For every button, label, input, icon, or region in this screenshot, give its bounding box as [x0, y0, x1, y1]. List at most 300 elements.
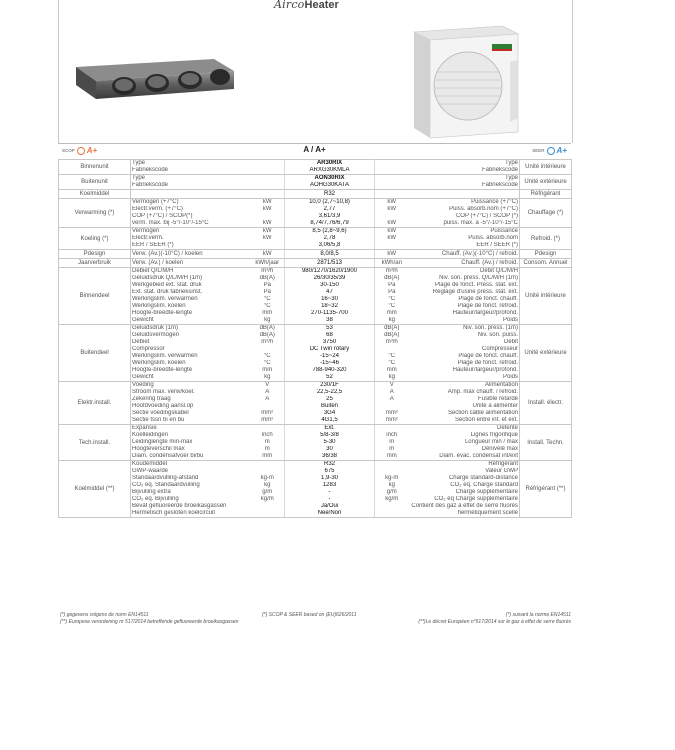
unit-fr	[375, 346, 409, 353]
unit-nl: mm	[262, 310, 273, 316]
unit-nl: kg	[251, 374, 285, 382]
group-label: Pdesign	[59, 250, 131, 259]
unit-fr: kg	[388, 482, 395, 488]
unit-nl: kW	[251, 250, 285, 259]
unit-nl	[251, 182, 285, 190]
group-label: Buitendeel	[59, 325, 131, 382]
unit-fr	[375, 425, 409, 433]
spec-row	[59, 496, 572, 503]
label-nl: Geluidsdruk Q/L/M/H (1m)	[131, 275, 251, 282]
unit-fr: kW	[375, 199, 409, 207]
spec-value: 22,5-22,5	[285, 389, 375, 396]
label-nl: Type	[131, 160, 251, 168]
unit-nl	[251, 213, 285, 220]
label-nl: Electr.verm.	[131, 235, 251, 242]
label-nl: Verw. (Av.)(-10°C) / koelen	[131, 250, 251, 259]
label-nl: Fabriekscode	[131, 167, 251, 175]
label-fr: Plage de fonct. refroid.	[457, 303, 518, 309]
label-nl: Koudemiddel	[131, 461, 251, 469]
label-fr: Détente	[409, 425, 520, 433]
unit-nl	[251, 160, 285, 168]
label-fr: Longueur min / max	[464, 439, 518, 445]
spec-value: 10,0 (2,7~10,8)	[285, 199, 375, 207]
spec-value: -15~24	[285, 353, 375, 360]
label-nl: Werkingslim. verwarmen	[131, 296, 251, 303]
spec-value: 52	[285, 374, 375, 382]
spec-value: DC Twin rotary	[285, 346, 375, 353]
spec-value: Nee/Non	[285, 510, 375, 518]
unit-fr: °C	[388, 296, 396, 302]
spec-row	[59, 439, 572, 446]
unit-fr	[375, 510, 409, 518]
label-fr: Dénivelé max	[481, 446, 518, 452]
spec-row	[59, 289, 572, 296]
label-nl: Bijvulling extra	[131, 489, 251, 496]
spec-row	[59, 282, 572, 289]
group-label-fr: Réfrigérant	[520, 190, 572, 199]
unit-fr: kg-m	[385, 475, 399, 481]
label-nl: Geluidsvermogen	[131, 332, 251, 339]
spec-value: -15~46	[285, 360, 375, 367]
label-fr: Charge supplémentaire	[455, 489, 518, 495]
spec-row	[59, 489, 572, 496]
unit-fr	[375, 213, 409, 220]
label-nl: Type	[131, 175, 251, 183]
spec-row	[59, 475, 572, 482]
spec-value: -	[285, 489, 375, 496]
spec-value: 980/1270/1620/1900	[285, 268, 375, 276]
label-fr: Poids	[409, 374, 520, 382]
unit-fr: mm	[386, 310, 397, 316]
label-nl: Bevat gefluoreerde broeikasgassen	[131, 503, 251, 510]
unit-nl: °C	[263, 303, 271, 309]
spec-value: 36/38	[285, 453, 375, 461]
label-nl: Hoogte-breedte-lengte	[131, 367, 251, 374]
group-label: Koelmiddel (**)	[59, 461, 131, 518]
unit-nl: dB(A)	[259, 332, 275, 338]
label-nl: Gewicht	[131, 317, 251, 325]
spec-value: 1283	[285, 482, 375, 489]
label-nl: Zekering traag	[131, 396, 251, 403]
unit-fr	[375, 182, 409, 190]
label-nl: COP (+7°C) / SCOP(*)	[131, 213, 251, 220]
unit-fr: m	[389, 439, 395, 445]
label-fr: CO₂ eq Charge supplémentaire	[434, 496, 518, 502]
spec-value: 3,61/3,9	[285, 213, 375, 220]
label-fr: hermétiquement scellé	[409, 510, 520, 518]
unit-fr: g/m	[386, 489, 397, 495]
spec-value: 3750	[285, 339, 375, 346]
label-nl: verm. max. bij -5°/-10°/-15°C	[131, 220, 251, 228]
label-nl: CO₂ eq. Bijvulling	[131, 496, 251, 503]
spec-row	[59, 425, 572, 433]
label-nl: CO₂ eq. Standaardvulling	[131, 482, 251, 489]
unit-nl: kg	[251, 317, 285, 325]
label-fr: Puiss. absorb.nom	[468, 235, 518, 241]
unit-nl: A	[265, 389, 270, 395]
spec-row	[59, 367, 572, 374]
unit-fr	[375, 160, 409, 168]
spec-value: 68	[285, 332, 375, 339]
unit-fr: inch	[386, 432, 398, 438]
label-nl: Vermogen (+7°C)	[131, 199, 251, 207]
unit-nl	[251, 242, 285, 250]
label-fr: Fusible retardé	[477, 396, 518, 402]
label-nl: EER / SEER (*)	[131, 242, 251, 250]
spec-value: 2,77	[285, 206, 375, 213]
label-fr: Niv. son. press. Q/L/M/H (1m)	[439, 275, 518, 281]
label-fr: Réglage d'usine press. stat. ext.	[432, 289, 518, 295]
unit-nl: kW	[251, 199, 285, 207]
spec-value: AOHG30KATA	[285, 182, 375, 190]
label-fr: Lignes frigorifique	[470, 432, 518, 438]
unit-nl: kW	[262, 235, 272, 241]
seer-icon	[547, 147, 555, 155]
label-nl: Werkgebied ext. stat. druk	[131, 282, 251, 289]
spec-value: 30	[285, 446, 375, 453]
unit-fr: A	[389, 396, 394, 402]
label-nl: Gewicht	[131, 374, 251, 382]
unit-nl: Pa	[263, 289, 271, 295]
spec-row	[59, 259, 572, 268]
footnote-fr-1: (*) suivant la norme EN14511	[505, 612, 571, 618]
unit-fr: m³/h	[375, 268, 409, 276]
label-fr: Fabriekscode	[409, 167, 520, 175]
unit-nl: m	[264, 446, 270, 452]
group-label-fr: Chauffage (*)	[520, 199, 572, 228]
label-fr: CO₂ eq. Charge standard	[450, 482, 518, 488]
label-fr: Section câble alimentation	[447, 410, 518, 416]
group-label: Tech.install.	[59, 425, 131, 461]
spec-row	[59, 296, 572, 303]
group-label: Jaarverbruik	[59, 259, 131, 268]
spec-value: -	[285, 496, 375, 503]
spec-value: 16~30	[285, 296, 375, 303]
unit-fr: kW	[375, 250, 409, 259]
unit-nl: Pa	[263, 282, 271, 288]
spec-value: AR30RIX	[285, 160, 375, 168]
spec-value: Ja/Oui	[285, 503, 375, 510]
spec-row	[59, 332, 572, 339]
group-label: Koeling (*)	[59, 228, 131, 250]
label-fr: COP (+7°C) / SCOP (*)	[455, 213, 518, 219]
group-label-fr: Refroid. (*)	[520, 228, 572, 250]
label-nl: Werkingslim. koelen	[131, 303, 251, 310]
unit-nl	[251, 510, 285, 518]
unit-nl: kW	[251, 228, 285, 236]
scop-rating: A+	[86, 146, 98, 155]
scop-label: SCOP	[62, 148, 75, 153]
unit-nl	[251, 346, 285, 353]
unit-nl: kg-m	[260, 475, 274, 481]
unit-nl	[251, 425, 285, 433]
energy-label-row	[58, 143, 571, 160]
spec-value: 3,06/5,8	[285, 242, 375, 250]
spec-row	[59, 213, 572, 220]
unit-nl: m³/h	[261, 339, 274, 345]
spec-value: 18~32	[285, 303, 375, 310]
unit-fr	[375, 167, 409, 175]
unit-fr: kg	[375, 317, 409, 325]
spec-row	[59, 353, 572, 360]
label-nl: Electr.verm. (+7°C)	[131, 206, 251, 213]
spec-row	[59, 482, 572, 489]
group-label-fr: Install. Techn.	[520, 425, 572, 461]
label-nl: Verw. (Av.) / koelen	[131, 259, 251, 268]
spec-row	[59, 403, 572, 410]
spec-value: 788-940-320	[285, 367, 375, 374]
label-fr: Débit	[503, 339, 518, 345]
unit-nl: dB(A)	[251, 325, 285, 333]
unit-nl	[251, 468, 285, 475]
label-nl: Debiet	[131, 339, 251, 346]
spec-value: 675	[285, 468, 375, 475]
unit-nl: °C	[263, 296, 271, 302]
spec-row	[59, 410, 572, 417]
spec-row	[59, 310, 572, 317]
brand-logo	[274, 0, 339, 11]
spec-row	[59, 175, 572, 183]
label-nl: Fabriekscode	[131, 182, 251, 190]
label-fr: Niv. son. press. (1m)	[409, 325, 520, 333]
spec-row	[59, 167, 572, 175]
group-label-fr: Unité intérieure	[520, 268, 572, 325]
label-fr: Contient des gaz à effet de serre fluorés	[411, 503, 518, 509]
unit-fr: kW	[387, 206, 397, 212]
group-label-fr: Consom. Annuel	[520, 259, 572, 268]
label-fr: Fabriekscode	[409, 182, 520, 190]
unit-fr: mm	[386, 367, 397, 373]
spec-value: 8,0/8,5	[285, 250, 375, 259]
spec-value: 230/1F	[285, 382, 375, 390]
spec-row	[59, 182, 572, 190]
group-label: Binnenunit	[59, 160, 131, 175]
label-nl: Diam. condensafvoer bi/bu	[131, 453, 251, 461]
group-label-fr: Réfrigérant (**)	[520, 461, 572, 518]
label-nl: Sectie tssn bi en bu	[131, 417, 251, 425]
label-nl: Hoogte-breedte-lengte	[131, 310, 251, 317]
group-label: Binnendeel	[59, 268, 131, 325]
spec-value: 2,78	[285, 235, 375, 242]
spec-row	[59, 325, 572, 333]
label-fr: Plage de fonct. chauff.	[458, 296, 518, 302]
unit-fr	[375, 190, 409, 199]
label-nl: Debiet Q/L/M/H	[131, 268, 251, 276]
spec-row	[59, 468, 572, 475]
group-label-fr: Install. électr.	[520, 382, 572, 425]
spec-row	[59, 382, 572, 390]
unit-nl: V	[251, 382, 285, 390]
spec-value: 270-1135-700	[285, 310, 375, 317]
spec-value: 26/30/35/39	[285, 275, 375, 282]
spec-row	[59, 360, 572, 367]
label-fr: Section entre int. et ext.	[409, 417, 520, 425]
spec-value: Buiten	[285, 403, 375, 410]
unit-fr: kWh/an	[375, 259, 409, 268]
label-nl: Werkingslim. verwarmen	[131, 353, 251, 360]
footnote-fr-2: (**)Le décret Européen n°517/2014 sur le gaz à effet de serre fluorés	[418, 619, 571, 625]
spec-row	[59, 250, 572, 259]
unit-nl: m³/h	[251, 268, 285, 276]
footnote-nl-1: (*) gegevens volgens de norm EN14511	[60, 612, 149, 618]
label-nl: Vermogen	[131, 228, 251, 236]
label-nl: Geluidsdruk (1m)	[131, 325, 251, 333]
unit-nl: kWh/jaar	[251, 259, 285, 268]
spec-table	[58, 159, 572, 518]
unit-fr	[375, 468, 409, 475]
unit-nl	[251, 175, 285, 183]
outdoor-unit-image	[410, 22, 522, 140]
group-label: Elektr.install.	[59, 382, 131, 425]
spec-row	[59, 220, 572, 228]
spec-value: 38	[285, 317, 375, 325]
spec-row	[59, 432, 572, 439]
unit-nl: kW	[262, 206, 272, 212]
unit-fr	[375, 242, 409, 250]
label-fr: Charge standard-distance	[448, 475, 518, 481]
spec-value: R32	[285, 461, 375, 469]
unit-fr: °C	[388, 353, 396, 359]
indoor-unit-image	[74, 55, 236, 100]
spec-value: 1,9-30	[285, 475, 375, 482]
group-label: Koelmiddel	[59, 190, 131, 199]
label-fr: Débit Q/L/M/H	[409, 268, 520, 276]
label-nl: Ext. stat. druk fabrieksinst.	[131, 289, 251, 296]
unit-fr	[375, 175, 409, 183]
spec-value: ARXG30KMLA	[285, 167, 375, 175]
label-nl	[131, 190, 251, 199]
spec-row	[59, 275, 572, 282]
spec-row	[59, 503, 572, 510]
label-fr: Puissance	[409, 228, 520, 236]
label-fr: Plage de fonct. chauff.	[458, 353, 518, 359]
unit-fr: m³/h	[385, 339, 398, 345]
spec-value: 30-150	[285, 282, 375, 289]
spec-value: 5/8-3/8	[285, 432, 375, 439]
group-label-fr: Unité extérieure	[520, 325, 572, 382]
spec-row	[59, 228, 572, 236]
spec-value: Ext.	[285, 425, 375, 433]
label-nl: Sectie voedingskabel	[131, 410, 251, 417]
label-fr: Valeur GWP	[485, 468, 518, 474]
spec-row	[59, 374, 572, 382]
label-nl: Koelleidingen	[131, 432, 251, 439]
spec-row	[59, 190, 572, 199]
label-fr: puiss. max. à -5°/-10°/-15°C	[409, 220, 520, 228]
label-fr: Compresseur	[481, 346, 518, 352]
label-fr: Plage de fonct. Press. stat. ext.	[434, 282, 518, 288]
unit-fr	[375, 503, 409, 510]
unit-fr: kg/m	[385, 496, 399, 502]
unit-fr: Pa	[388, 289, 396, 295]
group-label: Buitenunit	[59, 175, 131, 190]
label-nl: Stroom max. verw/koel.	[131, 389, 251, 396]
spec-row	[59, 317, 572, 325]
group-label-fr: Unité intérieure	[520, 160, 572, 175]
label-nl: Voeding	[131, 382, 251, 390]
spec-row	[59, 206, 572, 213]
spec-value: AON30RIX	[285, 175, 375, 183]
spec-row	[59, 268, 572, 276]
seer-rating: A+	[556, 146, 567, 155]
unit-fr: °C	[388, 360, 396, 366]
spec-row	[59, 389, 572, 396]
spec-row	[59, 199, 572, 207]
unit-fr: mm²	[385, 410, 398, 416]
footnote-scop-seer: (*) SCOP & SEER based on (EU)626/2011	[262, 612, 357, 618]
label-fr: Hauteur/largeur/profond.	[452, 310, 518, 316]
unit-nl: kW	[251, 220, 285, 228]
label-fr: Puiss. absorb.nom (+7°C)	[449, 206, 518, 212]
label-nl: Hoogteverschil max	[131, 446, 251, 453]
unit-fr: V	[375, 382, 409, 390]
unit-nl: dB(A)	[259, 275, 275, 281]
label-nl: Hermetisch gesloten koelcircuit	[131, 510, 251, 518]
label-nl: Expansie	[131, 425, 251, 433]
unit-nl	[251, 503, 285, 510]
unit-nl: mm²	[251, 417, 285, 425]
unit-fr: kW	[387, 235, 397, 241]
spec-row	[59, 453, 572, 461]
brand-part2: Heater	[304, 0, 339, 11]
label-nl: Hoofdvoeding aansl.op	[131, 403, 251, 410]
seer-badge	[532, 146, 567, 155]
label-fr: Chauff. (Av.) / refroid.	[409, 259, 520, 268]
unit-fr: dB(A)	[384, 332, 400, 338]
label-fr: Réfrigérant	[409, 461, 520, 469]
unit-nl: mm	[251, 453, 285, 461]
unit-nl: g/m	[262, 489, 273, 495]
spec-value: 47	[285, 289, 375, 296]
spec-value: 25	[285, 396, 375, 403]
unit-nl: A	[265, 396, 270, 402]
spec-value: 5-30	[285, 439, 375, 446]
spec-row	[59, 417, 572, 425]
spec-row	[59, 242, 572, 250]
unit-nl	[251, 190, 285, 199]
spec-row	[59, 160, 572, 168]
spec-row	[59, 510, 572, 518]
label-fr: Diam. évac. condensat int/ext	[409, 453, 520, 461]
label-fr: Type	[409, 175, 520, 183]
unit-nl	[251, 167, 285, 175]
unit-fr: kW	[375, 228, 409, 236]
label-fr: Poids	[409, 317, 520, 325]
unit-nl: °C	[263, 360, 271, 366]
spec-row	[59, 303, 572, 310]
unit-fr: m	[389, 446, 395, 452]
label-fr: Type	[409, 160, 520, 168]
label-nl: Compressor	[131, 346, 251, 353]
label-fr: Niv. son. puiss.	[477, 332, 518, 338]
seer-label: SEER	[532, 148, 545, 153]
unit-nl: mm	[262, 367, 273, 373]
spec-row	[59, 446, 572, 453]
spec-value: 2871/513	[285, 259, 375, 268]
unit-nl: mm²	[261, 410, 274, 416]
label-fr: Alimentation	[409, 382, 520, 390]
unit-fr: °C	[388, 303, 396, 309]
label-fr: Hauteur/largeur/profond.	[452, 367, 518, 373]
spec-row	[59, 346, 572, 353]
spec-row	[59, 235, 572, 242]
unit-fr: dB(A)	[384, 275, 400, 281]
label-fr: Unité à alimenter	[472, 403, 518, 409]
spec-value: 8,74/7,76/6,79	[285, 220, 375, 228]
footnote-nl-2: (**) Europese verordening nr 517/2014 betreffende gefluoreerde broeikasgassen	[60, 619, 239, 625]
brand-part1: Airco	[274, 0, 305, 11]
spec-row	[59, 339, 572, 346]
